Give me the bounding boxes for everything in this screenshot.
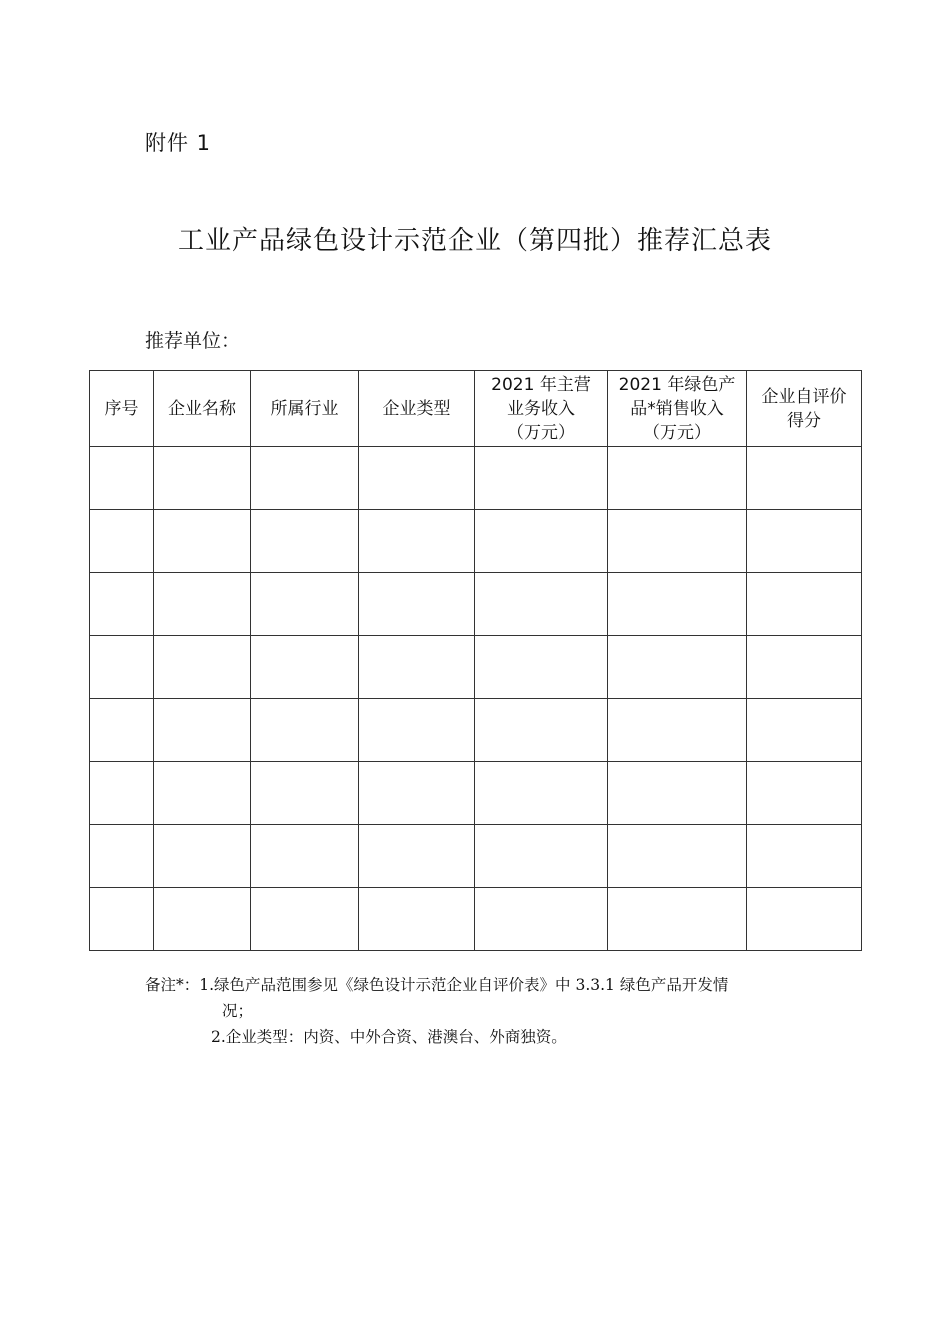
page-title: 工业产品绿色设计示范企业（第四批）推荐汇总表 — [177, 226, 772, 256]
table-cell — [475, 573, 608, 636]
table-cell — [90, 447, 154, 510]
header-self-assessment-score: 企业自评价 得分 — [747, 371, 862, 447]
table-cell — [251, 447, 359, 510]
table-row — [90, 573, 862, 636]
table-cell — [251, 825, 359, 888]
table-cell — [747, 762, 862, 825]
table-cell — [475, 762, 608, 825]
table-cell — [154, 825, 251, 888]
table-row — [90, 447, 862, 510]
table-cell — [90, 699, 154, 762]
table-cell — [608, 699, 747, 762]
table-header-row — [90, 371, 862, 447]
header-serial-number: 序号 — [90, 371, 154, 447]
table-cell — [154, 888, 251, 951]
table-cell — [475, 447, 608, 510]
recommender-label: 推荐单位： — [145, 330, 241, 352]
table-cell — [359, 447, 475, 510]
table-cell — [251, 888, 359, 951]
table-cell — [475, 699, 608, 762]
table-cell — [90, 573, 154, 636]
table-cell — [475, 888, 608, 951]
table-cell — [475, 510, 608, 573]
table-cell — [608, 447, 747, 510]
table-cell — [475, 825, 608, 888]
table-cell — [154, 573, 251, 636]
table-cell — [608, 573, 747, 636]
table-cell — [251, 762, 359, 825]
remarks — [145, 972, 825, 1050]
table-cell — [747, 888, 862, 951]
table-cell — [251, 699, 359, 762]
table-cell — [608, 636, 747, 699]
table-cell — [608, 510, 747, 573]
table-cell — [359, 762, 475, 825]
table-cell — [747, 510, 862, 573]
table-cell — [90, 762, 154, 825]
table-cell — [251, 573, 359, 636]
table-cell — [90, 888, 154, 951]
remarks-line-3: 2.企业类型：内资、中外合资、港澳台、外商独资。 — [211, 1028, 567, 1046]
table-row — [90, 825, 862, 888]
table-cell — [359, 888, 475, 951]
table-cell — [90, 636, 154, 699]
header-main-revenue: 2021 年主营 业务收入 （万元） — [475, 371, 608, 447]
table-cell — [359, 636, 475, 699]
table-cell — [608, 825, 747, 888]
table-cell — [154, 636, 251, 699]
header-industry: 所属行业 — [251, 371, 359, 447]
table-cell — [359, 510, 475, 573]
table-row — [90, 510, 862, 573]
table-cell — [154, 699, 251, 762]
table-row — [90, 888, 862, 951]
table-cell — [154, 447, 251, 510]
table-cell — [90, 825, 154, 888]
table-cell — [475, 636, 608, 699]
table-cell — [359, 573, 475, 636]
table-cell — [359, 825, 475, 888]
table-cell — [608, 762, 747, 825]
table-cell — [154, 762, 251, 825]
table-cell — [747, 636, 862, 699]
table-cell — [747, 699, 862, 762]
summary-table — [89, 370, 862, 951]
table-row — [90, 699, 862, 762]
table-cell — [359, 699, 475, 762]
table-cell — [251, 510, 359, 573]
table-cell — [154, 510, 251, 573]
table-cell — [608, 888, 747, 951]
table-cell — [747, 447, 862, 510]
table-cell — [90, 510, 154, 573]
remarks-line-1: 备注*：1.绿色产品范围参见《绿色设计示范企业自评价表》中 3.3.1 绿色产品开发情 — [145, 976, 729, 994]
attachment-label: 附件 1 — [145, 131, 212, 155]
header-green-product-sales: 2021 年绿色产 品*销售收入 （万元） — [608, 371, 747, 447]
remarks-line-2: 况； — [222, 1002, 254, 1020]
table-row — [90, 762, 862, 825]
header-company-name: 企业名称 — [154, 371, 251, 447]
table-cell — [251, 636, 359, 699]
table-cell — [747, 825, 862, 888]
table-cell — [747, 573, 862, 636]
header-company-type: 企业类型 — [359, 371, 475, 447]
table-row — [90, 636, 862, 699]
